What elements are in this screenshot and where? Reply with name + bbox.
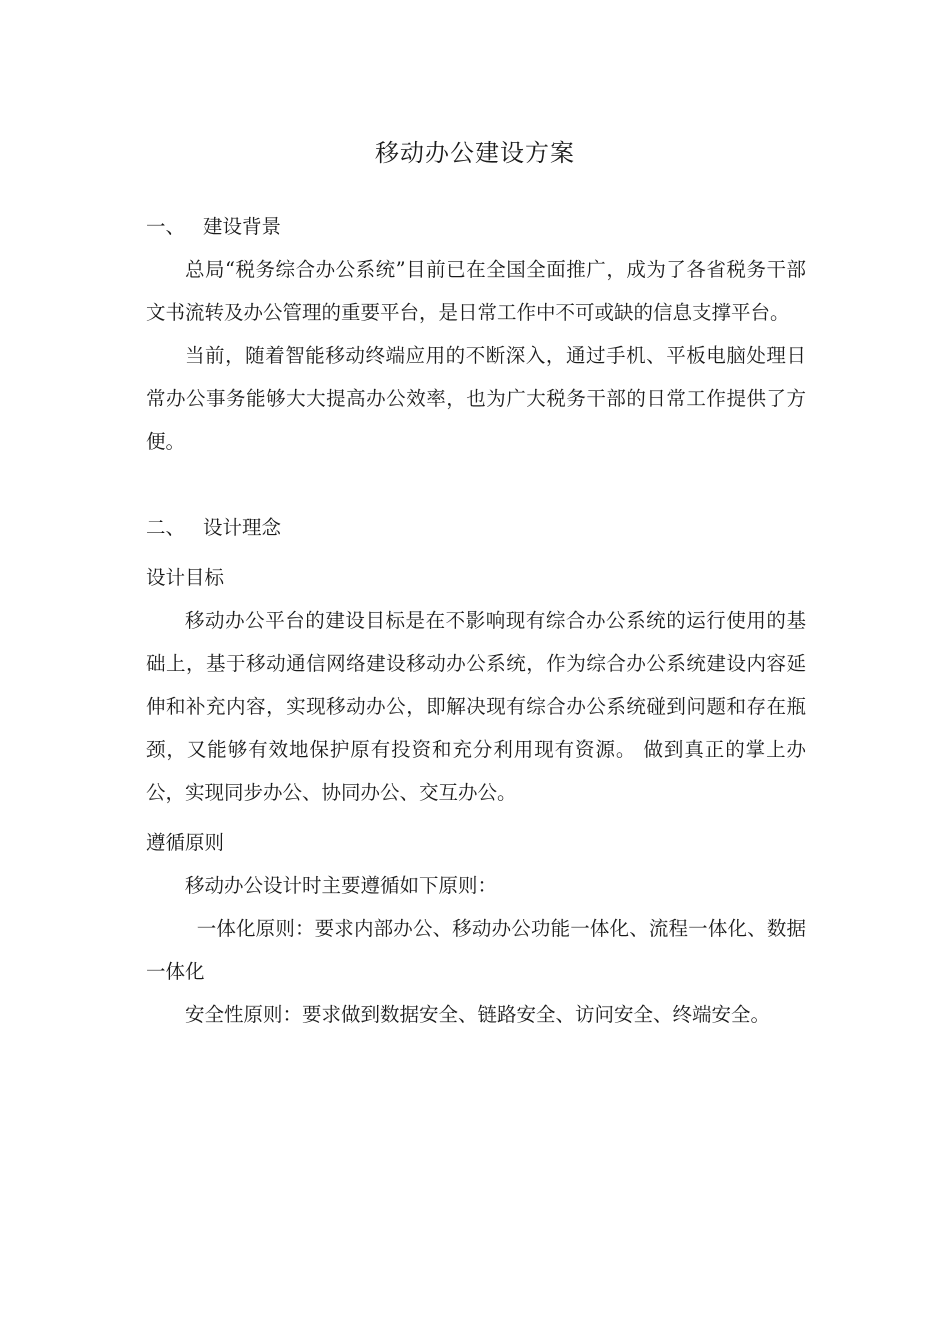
- section-heading-background: [146, 205, 806, 248]
- paragraph: 移动办公设计时主要遵循如下原则：: [185, 874, 498, 897]
- section-title: 设计理念: [203, 516, 282, 539]
- paragraph: 一体化原则：要求内部办公、移动办公功能一体化、流程一体化、数据一体化: [146, 917, 806, 983]
- subsection-heading-goal: 设计目标: [146, 566, 225, 589]
- subsection-heading-principles: 遵循原则: [146, 831, 225, 854]
- paragraph: 安全性原则：要求做到数据安全、链路安全、访问安全、终端安全。: [185, 1003, 771, 1026]
- section-heading-design: [146, 506, 806, 549]
- section-number: 二、: [146, 516, 186, 539]
- section-number: 一、: [146, 215, 186, 238]
- document-title: 移动办公建设方案: [375, 139, 575, 167]
- document-body: [146, 205, 806, 1036]
- paragraph: 当前，随着智能移动终端应用的不断深入，通过手机、平板电脑处理日常办公事务能够大大提高办公效率，也为广大税务干部的日常工作提供了方便。: [146, 344, 806, 453]
- section-title: 建设背景: [203, 215, 282, 238]
- paragraph: 移动办公平台的建设目标是在不影响现有综合办公系统的运行使用的基础上，基于移动通信网络建设移动办公系统，作为综合办公系统建设内容延伸和补充内容，实现移动办公，即解决现有综合办公系统碰到问题和存在瓶颈，又能够有效地保护原有投资和充分利用现有资源。 做到真正的掌上办公，实现同步办公、协同办公、交互办公。: [146, 609, 806, 804]
- paragraph: 总局“税务综合办公系统”目前已在全国全面推广，成为了各省税务干部文书流转及办公管理的重要平台，是日常工作中不可或缺的信息支撑平台。: [146, 258, 806, 324]
